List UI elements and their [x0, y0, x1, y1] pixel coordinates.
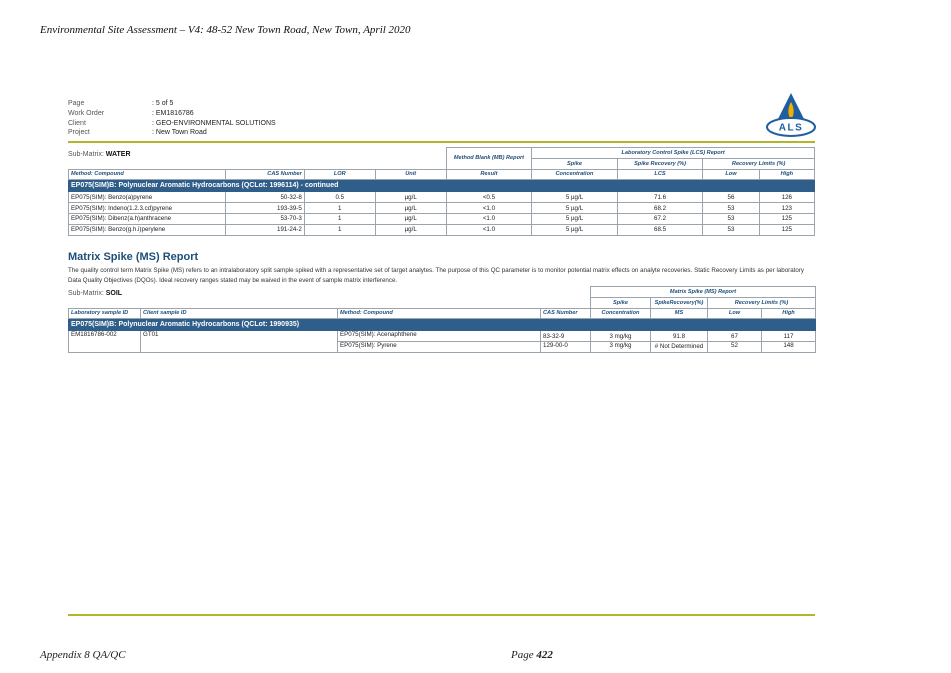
cas-cell: 83-32-9: [541, 331, 591, 342]
unit-cell: µg/L: [375, 203, 446, 214]
lcs-header-high: High: [759, 169, 814, 180]
ms-submatrix: Sub-Matrix: SOIL: [68, 290, 123, 297]
table-row: [69, 331, 816, 342]
lcs-header-unit: Unit: [375, 169, 446, 180]
cas-cell: 50-32-8: [225, 192, 304, 203]
meta-label-page: Page: [68, 100, 85, 107]
lcs-header-method: Method: Compound: [69, 169, 226, 180]
meta-label-work-order: Work Order: [68, 109, 105, 117]
ms-header-method: Method: Compound: [338, 308, 541, 319]
concentration-cell: 5 µg/L: [532, 192, 618, 203]
low-cell: 52: [708, 342, 762, 353]
meta-label-project: Project: [68, 129, 90, 137]
concentration-cell: 3 mg/kg: [591, 342, 651, 353]
concentration-cell: 5 µg/L: [532, 213, 618, 224]
ms-cell: # Not Determined: [651, 342, 708, 353]
meta-value-work-order: : EM1816786: [152, 109, 194, 117]
high-cell: 123: [759, 203, 814, 214]
lcs-header-spike-recovery: Spike Recovery (%): [617, 158, 703, 169]
lor-cell: 1: [304, 203, 375, 214]
lor-cell: 1: [304, 213, 375, 224]
ms-header-group: Matrix Spike (MS) Report: [591, 287, 816, 298]
logo-text: ALS: [778, 122, 804, 134]
table-row: [69, 192, 815, 203]
low-cell: 56: [703, 192, 759, 203]
client-sample-id-cell: GT01: [141, 331, 338, 353]
unit-cell: µg/L: [375, 213, 446, 224]
result-cell: <1.0: [446, 213, 532, 224]
ms-header-recovery-limits: Recovery Limits (%): [708, 297, 816, 308]
lcs-table: [68, 147, 815, 236]
high-cell: 126: [759, 192, 814, 203]
result-cell: <1.0: [446, 203, 532, 214]
unit-cell: µg/L: [375, 224, 446, 235]
cas-cell: 129-00-0: [541, 342, 591, 353]
table-row: [69, 203, 815, 214]
high-cell: 125: [759, 224, 814, 235]
footer-appendix: Appendix 8 QA/QC: [40, 649, 126, 661]
lcs-header-low: Low: [703, 169, 759, 180]
ms-header-lab-id: Laboratory sample ID: [69, 308, 141, 319]
ms-header-high: High: [762, 308, 816, 319]
compound-cell: EP075(SIM): Indeno(1.2.3.cd)pyrene: [69, 203, 226, 214]
low-cell: 67: [708, 331, 762, 342]
ms-section-title: Matrix Spike (MS) Report: [68, 251, 199, 263]
footer-rule: [68, 614, 815, 616]
low-cell: 53: [703, 213, 759, 224]
ms-cell: 91.8: [651, 331, 708, 342]
ms-header-low: Low: [708, 308, 762, 319]
concentration-cell: 5 µg/L: [532, 203, 618, 214]
unit-cell: µg/L: [375, 192, 446, 203]
lcs-cell: 68.5: [617, 224, 703, 235]
cas-cell: 191-24-2: [225, 224, 304, 235]
concentration-cell: 3 mg/kg: [591, 331, 651, 342]
high-cell: 148: [762, 342, 816, 353]
lcs-header-lor: LOR: [304, 169, 375, 180]
table-row: [69, 224, 815, 235]
high-cell: 125: [759, 213, 814, 224]
low-cell: 53: [703, 224, 759, 235]
compound-cell: EP075(SIM): Pyrene: [338, 342, 541, 353]
ms-table: [68, 286, 816, 353]
concentration-cell: 5 µg/L: [532, 224, 618, 235]
lab-sample-id-cell: EM1816786-002: [69, 331, 141, 353]
lcs-cell: 68.2: [617, 203, 703, 214]
footer-page-number: Page 422: [511, 649, 553, 661]
meta-value-client: : GEO-ENVIRONMENTAL SOLUTIONS: [152, 119, 276, 127]
header-rule: [68, 141, 815, 143]
table-row: [69, 213, 815, 224]
meta-value-project: : New Town Road: [152, 129, 207, 137]
compound-cell: EP075(SIM): Benzo(g.h.i)perylene: [69, 224, 226, 235]
als-logo: [764, 89, 818, 139]
ms-header-ms: MS: [651, 308, 708, 319]
lcs-header-cas: CAS Number: [225, 169, 304, 180]
lcs-header-result: Result: [446, 169, 532, 180]
lcs-header-lcs-group: Laboratory Control Spike (LCS) Report: [532, 148, 815, 159]
ms-header-spike-recovery: SpikeRecovery(%): [651, 297, 708, 308]
meta-value-page: : 5 of 5: [152, 100, 174, 107]
compound-cell: EP075(SIM): Benzo(a)pyrene: [69, 192, 226, 203]
lcs-submatrix: Sub-Matrix: WATER: [68, 151, 131, 158]
low-cell: 53: [703, 203, 759, 214]
lcs-cell: 67.2: [617, 213, 703, 224]
ms-header-cas: CAS Number: [541, 308, 591, 319]
lor-cell: 1: [304, 224, 375, 235]
ms-header-client-id: Client sample ID: [141, 308, 338, 319]
result-cell: <0.5: [446, 192, 532, 203]
lor-cell: 0.5: [304, 192, 375, 203]
ms-group-band: EP075(SIM)B: Polynuclear Aromatic Hydrocarbons (QCLot: 1990935): [69, 319, 816, 331]
cas-cell: 53-70-3: [225, 213, 304, 224]
lcs-cell: 71.6: [617, 192, 703, 203]
lcs-header-spike: Spike: [532, 158, 618, 169]
lcs-header-mb-group: Method Blank (MB) Report: [446, 148, 532, 170]
ms-submatrix-value: SOIL: [105, 290, 123, 297]
ms-description: The quality control term Matrix Spike (MS) refers to an intralaboratory split sample spiked with a representative set of target analytes. The purpose of this QC parameter is to monitor potential matrix effects on analyte recoveries. Static Recovery Limits as per laboratory Data Quality Objectives (DQOs). Ideal recovery ranges stated may be waived in the event of sample matrix interference.: [68, 267, 804, 284]
compound-cell: EP075(SIM): Acenaphthene: [338, 331, 541, 342]
meta-label-client: Client: [68, 119, 86, 127]
cas-cell: 193-39-5: [225, 203, 304, 214]
page-header: Environmental Site Assessment – V4: 48-52 New Town Road, New Town, April 2020: [40, 24, 411, 36]
high-cell: 117: [762, 331, 816, 342]
ms-header-concentration: Concentration: [591, 308, 651, 319]
lcs-header-recovery-limits: Recovery Limits (%): [703, 158, 815, 169]
compound-cell: EP075(SIM): Dibenz(a.h)anthracene: [69, 213, 226, 224]
result-cell: <1.0: [446, 224, 532, 235]
lcs-header-concentration: Concentration: [532, 169, 618, 180]
lcs-group-band: EP075(SIM)B: Polynuclear Aromatic Hydrocarbons (QCLot: 1996114) - continued: [69, 180, 815, 192]
ms-header-spike: Spike: [591, 297, 651, 308]
lcs-header-lcs: LCS: [617, 169, 703, 180]
lcs-submatrix-value: WATER: [105, 151, 131, 158]
